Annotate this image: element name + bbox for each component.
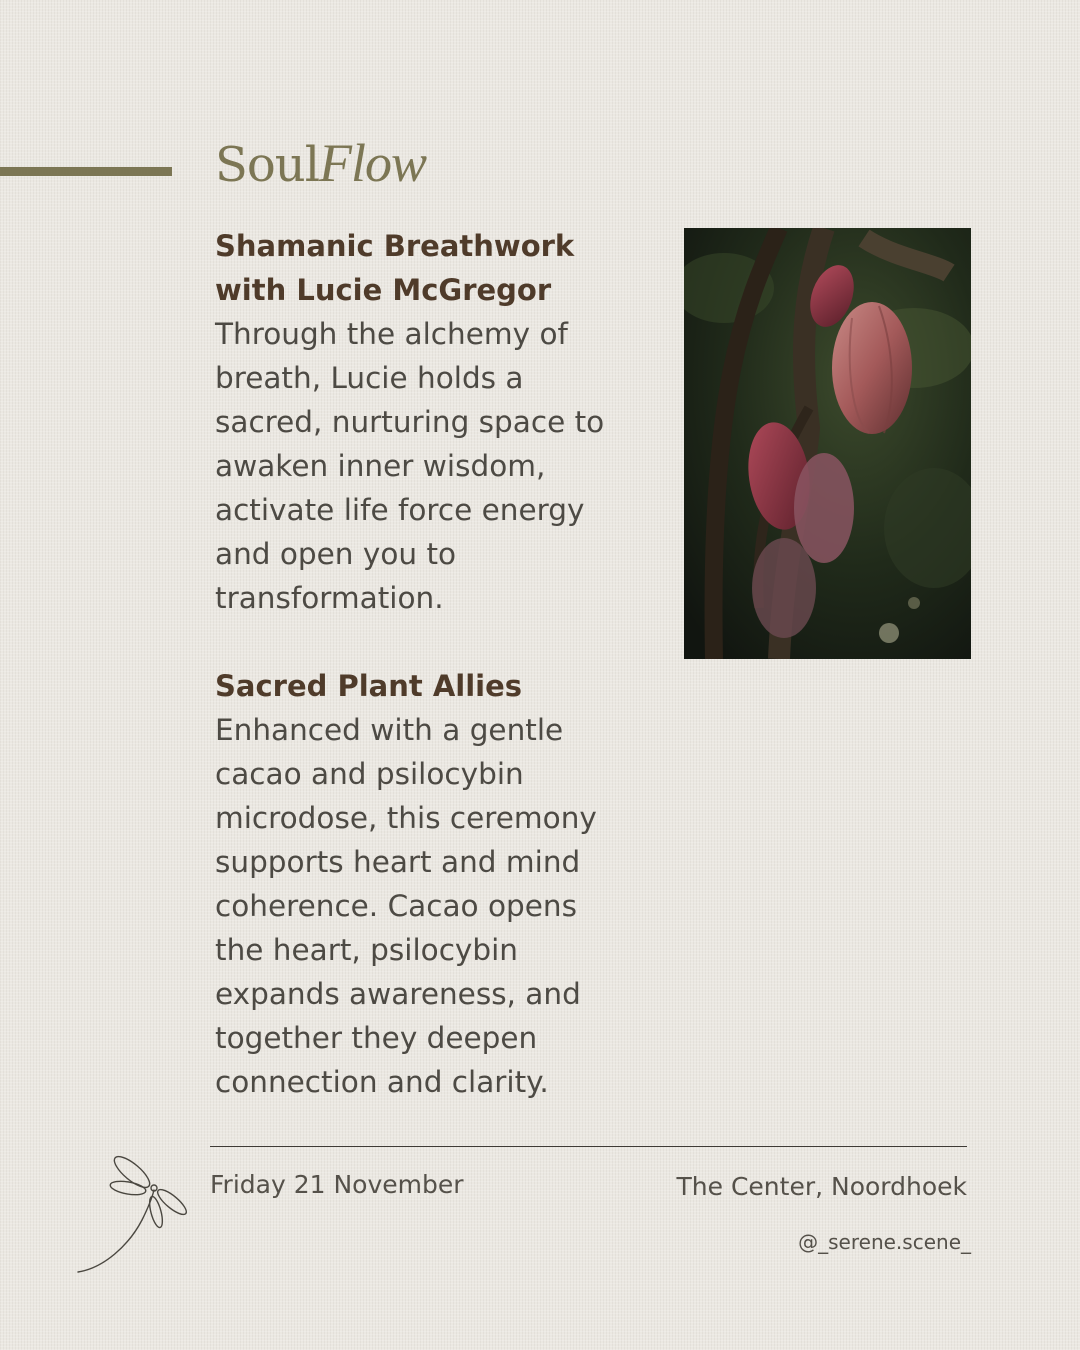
title-line: Shamanic Breathwork: [215, 229, 575, 263]
body-line: together they deepen: [215, 1021, 538, 1055]
section-body: [215, 708, 655, 1104]
brand-logo: [215, 133, 427, 193]
cacao-pods-photo: [684, 228, 971, 659]
body-line: Through the alchemy of: [215, 317, 568, 351]
section-gap: [215, 620, 655, 664]
body-line: breath, Lucie holds a: [215, 361, 524, 395]
social-handle[interactable]: @_serene.scene_: [798, 1230, 971, 1254]
accent-rule: [0, 167, 172, 176]
body-line: supports heart and mind: [215, 845, 581, 879]
section-breathwork: [215, 224, 655, 620]
title-line: Sacred Plant Allies: [215, 669, 523, 703]
brand-name-regular: Soul: [215, 137, 320, 193]
title-line: with Lucie McGregor: [215, 273, 552, 307]
section-title: [215, 224, 655, 312]
section-plant-allies: [215, 664, 655, 1104]
footer-divider: [210, 1146, 967, 1147]
body-line: activate life force energy: [215, 493, 585, 527]
event-venue: The Center, Noordhoek: [676, 1172, 967, 1201]
body-line: and open you to: [215, 537, 457, 571]
dragonfly-icon: [74, 1150, 200, 1276]
body-line: awaken inner wisdom,: [215, 449, 546, 483]
body-line: the heart, psilocybin: [215, 933, 518, 967]
body-line: sacred, nurturing space to: [215, 405, 605, 439]
body-line: Enhanced with a gentle: [215, 713, 564, 747]
brand-name-italic: Flow: [319, 133, 427, 193]
event-date: Friday 21 November: [210, 1170, 464, 1199]
section-title: [215, 664, 655, 708]
body-line: coherence. Cacao opens: [215, 889, 577, 923]
cacao-pods-illustration: [684, 228, 971, 659]
section-body: [215, 312, 655, 620]
content-column: [215, 224, 655, 1104]
body-line: connection and clarity.: [215, 1065, 549, 1099]
body-line: microdose, this ceremony: [215, 801, 597, 835]
body-line: cacao and psilocybin: [215, 757, 524, 791]
body-line: transformation.: [215, 581, 444, 615]
body-line: expands awareness, and: [215, 977, 581, 1011]
